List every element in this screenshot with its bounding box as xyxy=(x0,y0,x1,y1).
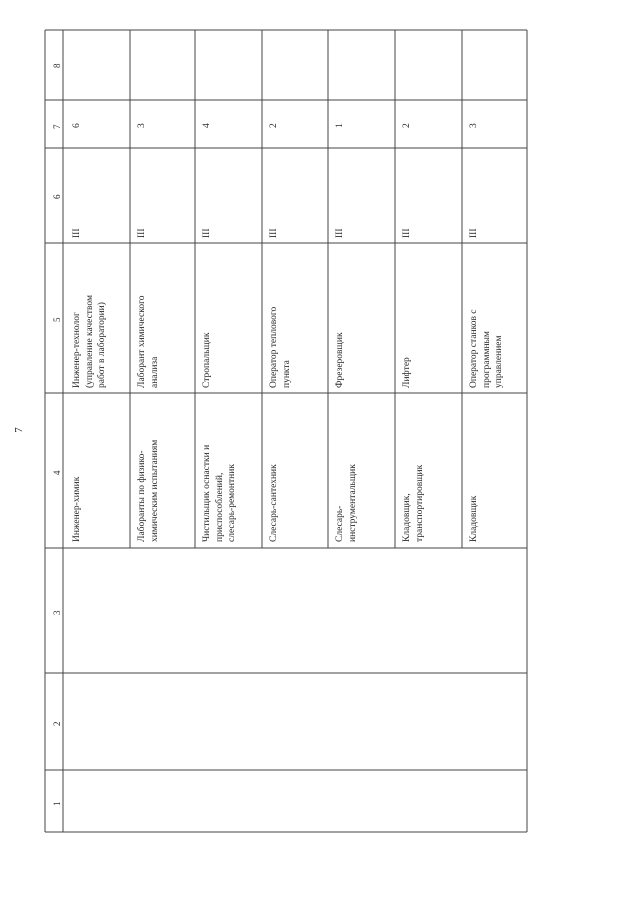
row-2-col6: III xyxy=(137,228,147,238)
row-1-col5: Инженер-технолог (управление качеством работ в лаборатории) xyxy=(72,295,107,388)
row-4-col4: Слесарь-сантехник xyxy=(269,464,279,542)
row-5-col7: 1 xyxy=(335,123,345,128)
page-number: 7 xyxy=(12,427,25,433)
row-6-col7: 2 xyxy=(402,123,412,128)
row-3-col7: 4 xyxy=(202,123,212,128)
column-header-8: 8 xyxy=(52,63,62,68)
row-3-col6: III xyxy=(202,228,212,238)
row-2-col4: Лаборанты по физико- химическим испытаниям xyxy=(137,439,160,542)
row-1-col6: III xyxy=(72,228,82,238)
row-6-col5: Лифтер xyxy=(402,357,412,388)
row-6-col4: Кладовщик, транспортировщик xyxy=(402,464,425,542)
row-7-col4: Кладовщик xyxy=(469,495,479,542)
row-1-col4: Инженер-химик xyxy=(72,476,82,542)
row-4-col5: Оператор теплового пункта xyxy=(269,306,292,388)
row-6-col6: III xyxy=(402,228,412,238)
row-3-col5: Стропальщик xyxy=(202,332,212,388)
row-7-col5: Оператор станков с программным управлением xyxy=(469,309,504,388)
column-header-2: 2 xyxy=(52,721,62,726)
row-1-col7: 6 xyxy=(72,123,82,128)
column-header-4: 4 xyxy=(52,470,62,475)
column-header-7: 7 xyxy=(52,124,62,129)
row-7-col7: 3 xyxy=(469,123,479,128)
row-4-col7: 2 xyxy=(269,123,279,128)
column-header-3: 3 xyxy=(52,610,62,615)
row-3-col4: Чистильщик оснастки и приспособлений, слесарь-ремонтник xyxy=(202,444,237,542)
column-header-5: 5 xyxy=(52,317,62,322)
row-2-col7: 3 xyxy=(137,123,147,128)
row-5-col5: Фрезеровщик xyxy=(335,332,345,388)
row-5-col4: Слесарь- инструментальщик xyxy=(335,464,358,542)
column-header-1: 1 xyxy=(52,801,62,806)
row-7-col6: III xyxy=(469,228,479,238)
column-header-6: 6 xyxy=(52,194,62,199)
row-4-col6: III xyxy=(269,228,279,238)
row-5-col6: III xyxy=(335,228,345,238)
row-2-col5: Лаборант химического анализа xyxy=(137,295,160,388)
